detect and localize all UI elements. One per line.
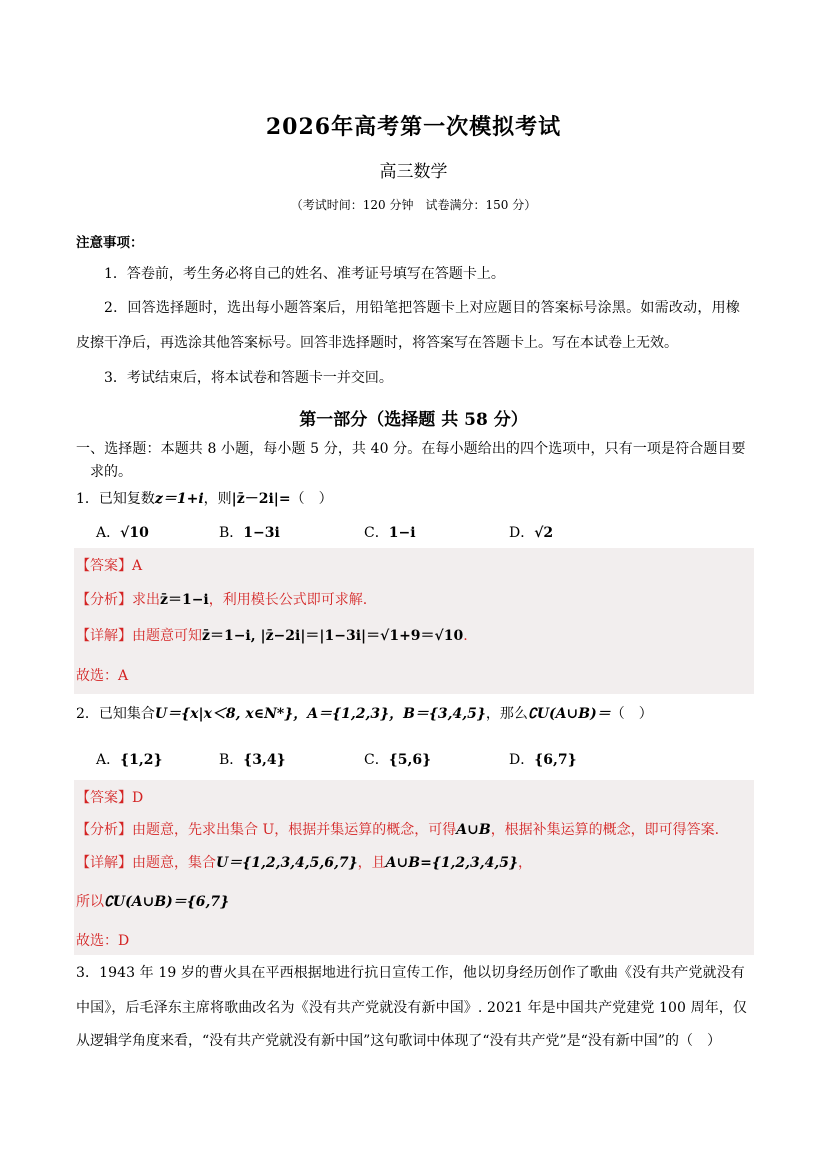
q1-detail-post: .: [463, 628, 468, 644]
q2-stem: [76, 704, 653, 724]
q2-answer-value: D: [132, 790, 144, 806]
q1-option-b[interactable]: [219, 523, 280, 543]
notes-heading: 注意事项：: [76, 235, 144, 251]
q2-option-b-label: B．: [219, 752, 244, 768]
q1-answer: [76, 556, 142, 576]
q1-stem-prefix: 1．已知复数: [76, 491, 155, 507]
q2-answer: [76, 788, 143, 808]
q1-stem-mid: ，则: [203, 491, 232, 507]
q2-option-b-value: {3,4}: [243, 752, 286, 768]
q1-detail-tag: 【详解】: [76, 628, 132, 644]
q1-solution-box: [74, 548, 754, 694]
q3-stem-line3: 从逻辑学角度来看，“没有共产党就没有新中国”这句歌词中体现了“没有共产党”是“没有新中国”的（ ）: [76, 1033, 721, 1049]
q2-conclusion-expr: ∁U(A∪B)＝{6,7}: [104, 894, 230, 910]
q2-stem-u: U＝{x|x＜8, x∈N*}: [154, 706, 294, 722]
q2-option-a-label: A．: [96, 752, 121, 768]
q2-detail-expr2: A∪B={1,2,3,4,5}: [385, 855, 519, 871]
section-title: 第一部分（选择题 共 58 分）: [299, 410, 528, 430]
q2-option-d[interactable]: [509, 750, 577, 770]
q1-option-d[interactable]: [509, 523, 553, 543]
q2-analysis: [76, 820, 719, 840]
q1-option-c[interactable]: [364, 523, 416, 543]
q3-stem-line1: 3．1943 年 19 岁的曹火具在平西根据地进行抗日宣传工作，他以切身经历创作了歌曲《没有共产党就没有: [76, 965, 745, 981]
q1-option-d-label: D．: [509, 525, 535, 541]
q3-stem-line2: 中国》，后毛泽东主席将歌曲改名为《没有共产党就没有新中国》. 2021 年是中国共产党建党 100 周年，仅: [76, 1000, 747, 1016]
q2-option-a[interactable]: [96, 750, 163, 770]
q2-stem-a: ，A＝{1,2,3}: [293, 706, 390, 722]
q2-stem-mid: ，那么: [485, 706, 528, 722]
q1-option-b-value: 1−3i: [243, 525, 280, 541]
section-instructions-line1: 一、选择题：本题共 8 小题，每小题 5 分，共 40 分。在每小题给出的四个选项中，只有一项是符合题目要: [76, 441, 746, 457]
note-item-2-line1: 2．回答选择题时，选出每小题答案后，用铅笔把答题卡上对应题目的答案标号涂黑。如需改动，用橡: [104, 300, 741, 316]
q1-answer-tag: 【答案】: [76, 558, 132, 574]
q2-detail-expr1: U＝{1,2,3,4,5,6,7}: [216, 855, 358, 871]
q2-stem-expr: ∁U(A∪B)＝: [527, 706, 611, 722]
q1-choice: [76, 666, 128, 686]
q1-option-a-value: √10: [120, 525, 149, 541]
q2-option-a-value: {1,2}: [120, 752, 163, 768]
q2-detail: [76, 853, 532, 873]
q1-choice-value: A: [118, 668, 129, 684]
q2-detail-mid: ，且: [357, 855, 386, 871]
q2-analysis-pre: 由题意，先求出集合 U，根据并集运算的概念，可得: [132, 822, 457, 838]
q2-option-d-value: {6,7}: [534, 752, 577, 768]
q1-option-b-label: B．: [219, 525, 244, 541]
q2-stem-prefix: 2．已知集合: [76, 706, 155, 722]
q2-choice-label: 故选：: [76, 933, 118, 949]
q2-option-d-label: D．: [509, 752, 535, 768]
q1-analysis-post: ，利用模长公式即可求解.: [208, 592, 368, 608]
q1-option-c-label: C．: [364, 525, 389, 541]
q2-option-b[interactable]: [219, 750, 286, 770]
q2-detail-tag: 【详解】: [76, 855, 132, 871]
q2-analysis-post: ，根据补集运算的概念，即可得答案.: [490, 822, 720, 838]
q2-choice-value: D: [118, 933, 130, 949]
q2-detail-pre: 由题意，集合: [132, 855, 216, 871]
q2-analysis-tag: 【分析】: [76, 822, 132, 838]
q1-detail-expr: z̄＝1−i, |z̄−2i|＝|1−3i|＝√1+9＝√10: [202, 628, 464, 644]
q1-analysis-pre: 求出: [132, 592, 160, 608]
q2-answer-tag: 【答案】: [76, 790, 132, 806]
q1-analysis-expr: z̄＝1−i: [160, 592, 209, 608]
q1-stem-suffix: （ ）: [290, 491, 333, 507]
q1-analysis: [76, 590, 367, 610]
q2-stem-b: ，B＝{3,4,5}: [389, 706, 486, 722]
q2-analysis-expr: A∪B: [456, 822, 491, 838]
q1-answer-value: A: [132, 558, 143, 574]
exam-title: 2026年高考第一次模拟考试: [265, 114, 562, 140]
q1-stem-expr: |z̄－2i|=: [231, 491, 291, 507]
note-item-3: 3．考试结束后，将本试卷和答题卡一并交回。: [104, 370, 393, 386]
q2-option-c-value: {5,6}: [388, 752, 432, 768]
q1-option-a-label: A．: [96, 525, 121, 541]
section-instructions-line2: 求的。: [90, 464, 132, 480]
q1-analysis-tag: 【分析】: [76, 592, 132, 608]
note-item-2-line2: 皮擦干净后，再选涂其他答案标号。回答非选择题时，将答案写在答题卡上。写在本试卷上无效。: [76, 335, 678, 351]
q1-stem: [76, 489, 333, 509]
note-item-1: 1．答卷前，考生务必将自己的姓名、准考证号填写在答题卡上。: [104, 266, 505, 282]
q1-detail: [76, 626, 468, 646]
q1-stem-z: z＝1+i: [154, 491, 204, 507]
q2-detail-post: ，: [518, 855, 533, 871]
q2-conclusion-pre: 所以: [76, 894, 104, 910]
q2-stem-suffix: （ ）: [610, 706, 653, 722]
q1-detail-pre: 由题意可知: [132, 628, 202, 644]
exam-info: （考试时间：120 分钟 试卷满分：150 分）: [290, 198, 537, 212]
exam-subject: 高三数学: [379, 162, 448, 182]
q1-choice-label: 故选：: [76, 668, 118, 684]
q1-option-c-value: 1−i: [388, 525, 416, 541]
q2-choice: [76, 931, 129, 951]
q1-option-a[interactable]: [96, 523, 149, 543]
q2-option-c[interactable]: [364, 750, 431, 770]
q2-solution-box: [74, 780, 754, 955]
q1-option-d-value: √2: [534, 525, 554, 541]
q2-option-c-label: C．: [364, 752, 389, 768]
q2-conclusion: [76, 892, 229, 912]
